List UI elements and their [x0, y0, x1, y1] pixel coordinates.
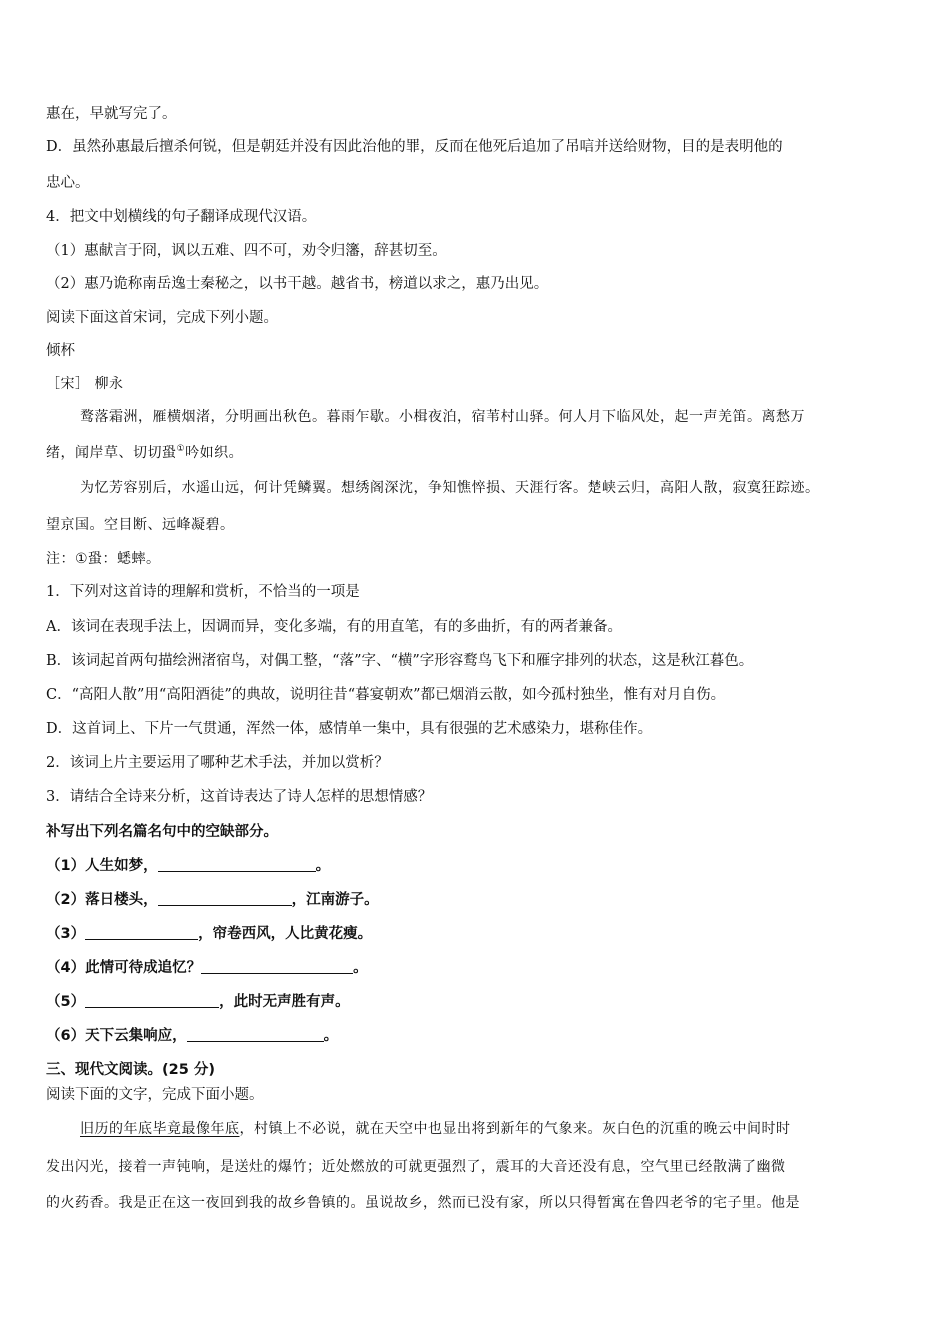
fill-item-5: （5） ，此时无声胜有声。 [46, 994, 350, 1010]
poem-stanza-1-line-1: 鹜落霜洲，雁横烟渚，分明画出秋色。暮雨乍歇。小楫夜泊，宿苇村山驿。何人月下临风处，起一声羌笛。离愁万 [80, 409, 805, 425]
answer-blank[interactable] [201, 959, 353, 974]
option-c-tail: 惠在，早就写完了。 [46, 106, 177, 122]
fill-item-3: （3） ，帘卷西风，人比黄花瘦。 [46, 926, 373, 942]
passage-line-3: 的火药香。我是正在这一夜回到我的故乡鲁镇的。虽说故乡，然而已没有家，所以只得暂寓在鲁四老爷的宅子里。他是 [46, 1195, 800, 1211]
poem-author: ［宋］ 柳永 [46, 376, 124, 392]
fill-item-6: （6）天下云集响应， 。 [46, 1028, 339, 1044]
answer-blank[interactable] [187, 1027, 324, 1042]
answer-blank[interactable] [85, 925, 198, 940]
fill-item-2: （2）落日楼头， ，江南游子。 [46, 892, 379, 908]
question-4-sentence-1: （1）惠献言于冏，讽以五难、四不可，劝令归籓，辞甚切至。 [46, 243, 447, 259]
poem-question-1-option-c: C．“高阳人散”用“高阳酒徒”的典故，说明往昔“暮宴朝欢”都已烟消云散，如今孤村独坐，惟有对月自伤。 [46, 687, 726, 703]
question-4-stem: 4．把文中划横线的句子翻译成现代汉语。 [46, 209, 317, 225]
poem-question-2: 2．该词上片主要运用了哪种艺术手法，并加以赏析？ [46, 755, 389, 771]
question-4-sentence-2: （2）惠乃诡称南岳逸士秦秘之，以书干越。越省书，榜道以求之，惠乃出见。 [46, 276, 549, 292]
underlined-sentence: 旧历的年底毕竟最像年底 [80, 1121, 240, 1137]
passage-line-1: 旧历的年底毕竟最像年底，村镇上不必说，就在天空中也显出将到新年的气象来。灰白色的沉重的晚云中间时时 [80, 1121, 791, 1137]
poem-question-1-option-a: A．该词在表现手法上，因调而异，变化多端，有的用直笔，有的多曲折，有的两者兼备。 [46, 619, 622, 635]
poem-stanza-1-line-2: 绪，闻岸草、切切蛩①吟如织。 [46, 444, 244, 461]
fill-item-4: （4）此情可待成追忆？ 。 [46, 960, 368, 976]
poem-question-3: 3．请结合全诗来分析，这首诗表达了诗人怎样的思想情感？ [46, 789, 433, 805]
footnote-marker: ① [176, 444, 186, 454]
poem-question-1-option-b: B．该词起首两句描绘洲渚宿鸟，对偶工整，“落”字、“横”字形容鹜鸟飞下和雁字排列的状态，这是秋江暮色。 [46, 653, 754, 669]
poem-question-1-stem: 1．下列对这首诗的理解和赏析，不恰当的一项是 [46, 584, 360, 600]
poem-stanza-2-line-2: 望京国。空目断、远峰凝碧。 [46, 517, 235, 533]
fill-section-heading: 补写出下列名篇名句中的空缺部分。 [46, 824, 278, 840]
answer-blank[interactable] [85, 993, 219, 1008]
answer-blank[interactable] [158, 857, 316, 872]
answer-blank[interactable] [158, 891, 292, 906]
option-d-line2: 忠心。 [46, 175, 90, 191]
modern-reading-heading: 三、现代文阅读。(25 分) [46, 1062, 215, 1078]
poem-note: 注：①蛩：蟋蟀。 [46, 551, 161, 567]
poem-stanza-2-line-1: 为忆芳容别后，水遥山远，何计凭鳞翼。想绣阁深沈，争知憔悴损、天涯行客。楚峡云归，高阳人散，寂寞狂踪迹。 [80, 480, 820, 496]
fill-item-1: （1）人生如梦， 。 [46, 858, 331, 874]
modern-reading-intro: 阅读下面的文字，完成下面小题。 [46, 1087, 264, 1103]
poem-question-1-option-d: D．这首词上、下片一气贯通，浑然一体，感情单一集中，具有很强的艺术感染力，堪称佳作。 [46, 721, 653, 737]
option-d-line1: D．虽然孙惠最后擅杀何锐，但是朝廷并没有因此治他的罪，反而在他死后追加了吊唁并送给财物，目的是表明他的 [46, 139, 783, 155]
poem-title: 倾杯 [46, 343, 75, 359]
passage-line-2: 发出闪光，接着一声钝响，是送灶的爆竹；近处燃放的可就更强烈了，震耳的大音还没有息，空气里已经散满了幽微 [46, 1159, 786, 1175]
poem-intro: 阅读下面这首宋词，完成下列小题。 [46, 310, 278, 326]
